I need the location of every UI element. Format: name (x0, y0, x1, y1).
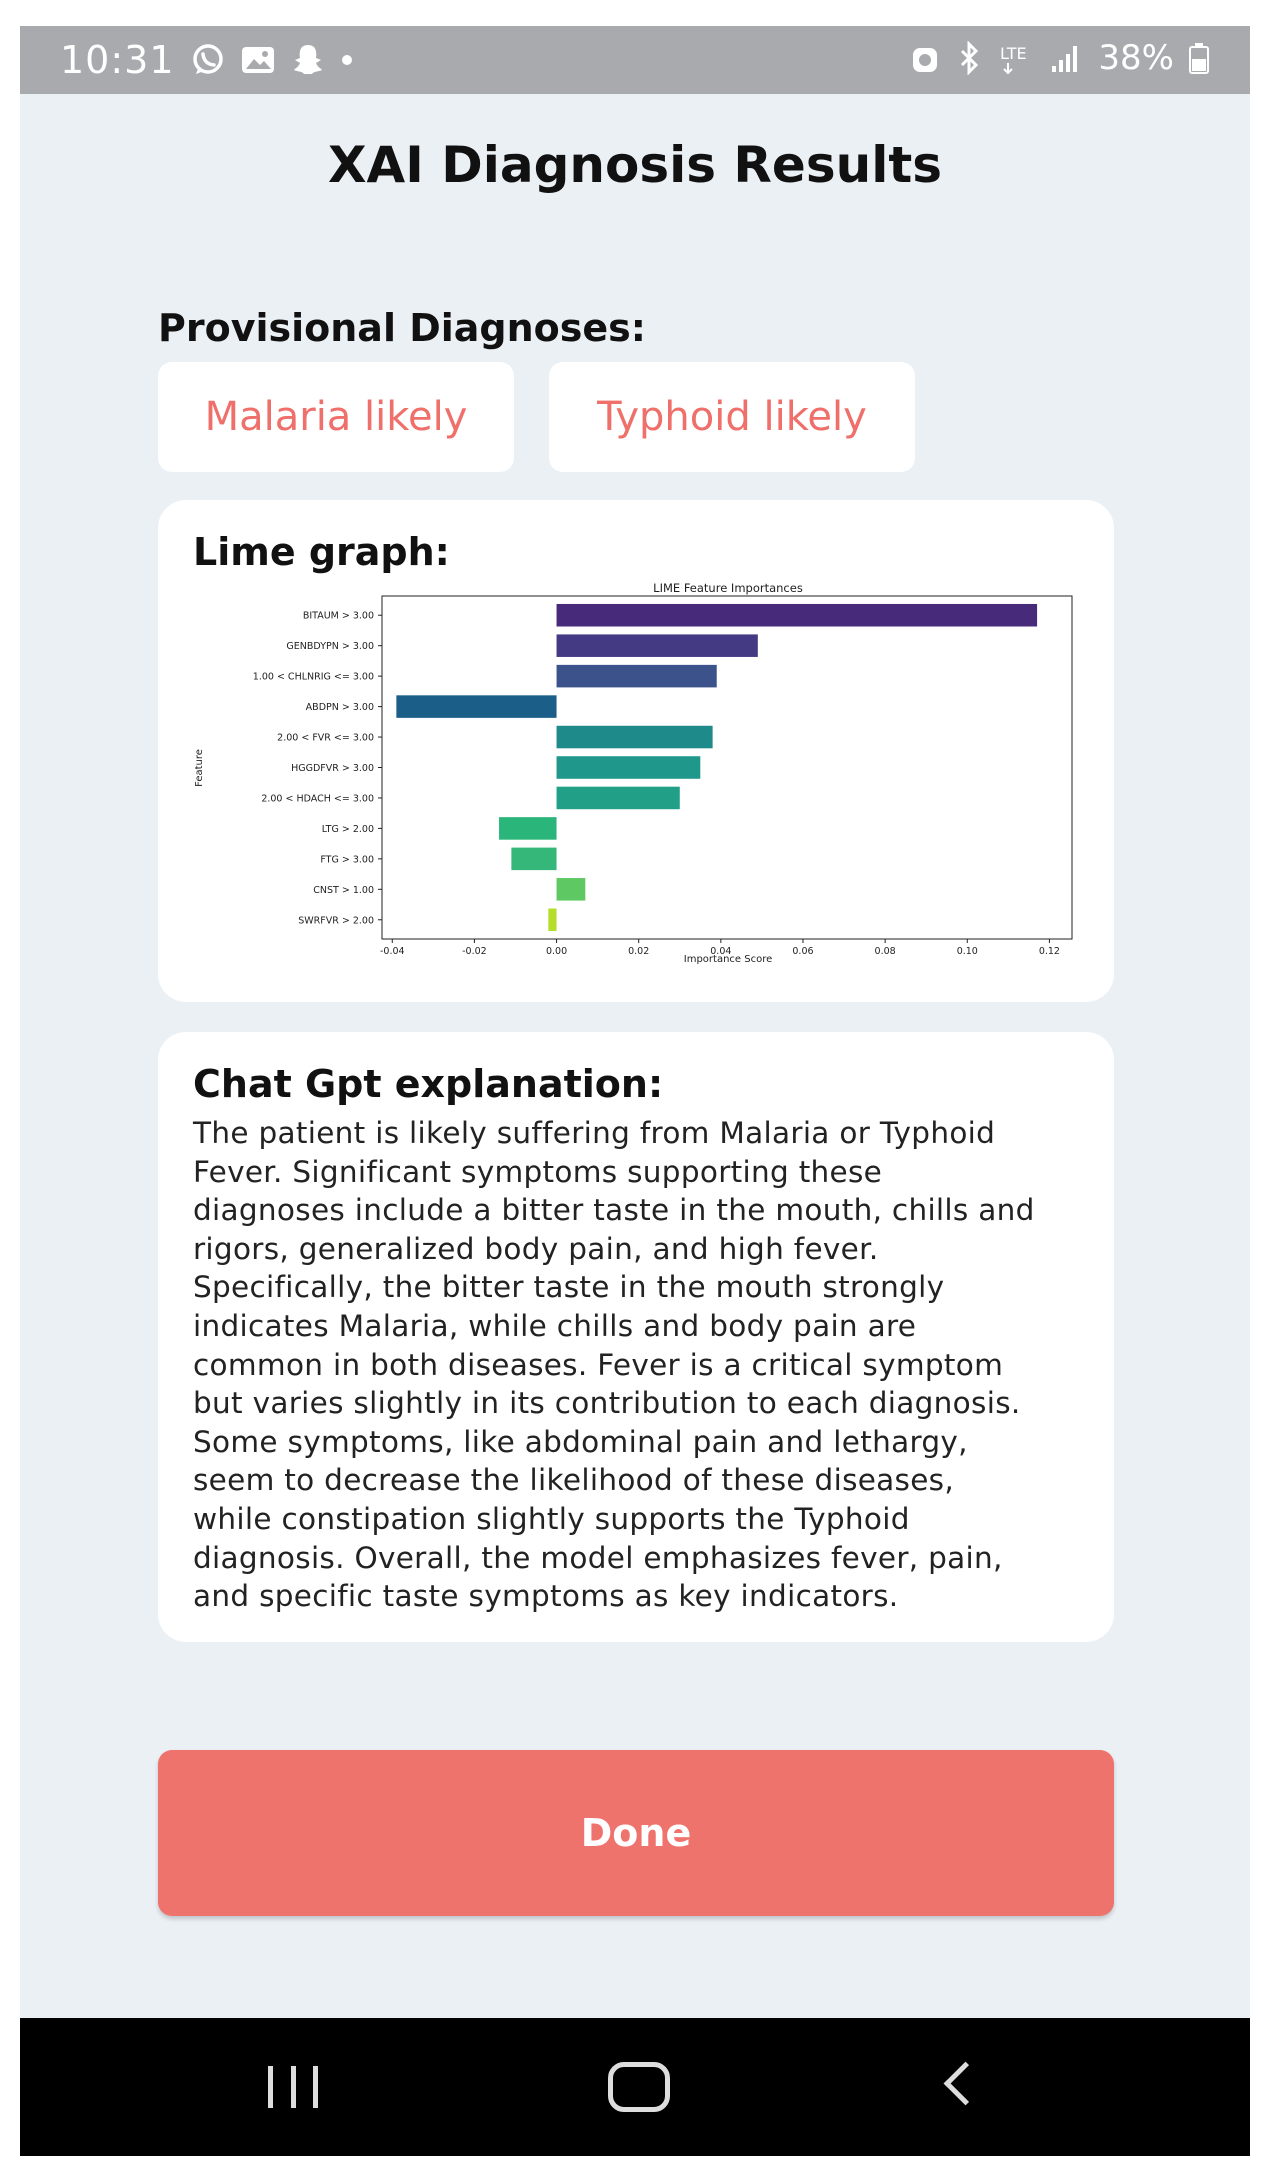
explanation-line: Some symptoms, like abdominal pain and lethargy, (193, 1424, 968, 1459)
status-time: 10:31 (60, 38, 175, 82)
dot-icon (340, 53, 354, 67)
chart-ytick-label: 2.00 < FVR <= 3.00 (277, 732, 374, 744)
chart-bar (557, 787, 680, 810)
chart-xtick-label: 0.12 (1038, 946, 1060, 957)
provisional-diagnoses-heading: Provisional Diagnoses: (158, 306, 646, 350)
back-icon[interactable] (944, 2062, 988, 2106)
chart-xlabel: Importance Score (683, 954, 773, 965)
chart-ytick-label: BITAUM > 3.00 (302, 610, 374, 622)
lime-graph-card (158, 500, 1114, 1002)
diagnosis-chip-malaria[interactable]: Malaria likely (158, 362, 514, 472)
chart-bar (557, 726, 713, 749)
chart-ytick-label: GENBDYPN > 3.00 (286, 641, 374, 653)
chart-xtick-label: -0.02 (462, 946, 487, 957)
lime-chart (158, 582, 1114, 1002)
bluetooth-icon (954, 41, 984, 75)
chart-xtick-label: 0.10 (956, 946, 978, 957)
chart-bar (548, 909, 556, 932)
chart-xtick-label: 0.02 (628, 946, 650, 957)
lime-graph-title: Lime graph: (193, 530, 450, 574)
explanation-title: Chat Gpt explanation: (193, 1062, 664, 1106)
explanation-line: rigors, generalized body pain, and high fever. (193, 1231, 879, 1266)
chart-ytick-label: SWRFVR > 2.00 (298, 915, 374, 927)
chart-bar (557, 665, 717, 688)
chart-ytick-label: HGGDFVR > 3.00 (291, 763, 374, 774)
alarm-icon (910, 42, 940, 74)
chart-bar (557, 878, 586, 901)
system-icons (910, 38, 1210, 78)
chart-bar (557, 756, 701, 779)
diagnosis-chip-typhoid[interactable]: Typhoid likely (549, 362, 915, 472)
gallery-icon (240, 44, 276, 76)
chart-bar (557, 634, 758, 657)
chart-bar (511, 848, 556, 871)
explanation-line: while constipation slightly supports the Typhoid (193, 1501, 910, 1536)
chart-ylabel: Feature (194, 749, 205, 787)
chart-xtick-label: 0.06 (792, 946, 814, 957)
svg-text:LTE: LTE (1000, 44, 1028, 63)
whatsapp-icon (190, 42, 226, 78)
recent-apps-icon[interactable] (268, 2066, 318, 2108)
battery-percent: 38% (1098, 38, 1174, 78)
signal-icon (1050, 42, 1084, 74)
chart-ytick-label: CNST > 1.00 (313, 884, 374, 896)
lte-icon (998, 41, 1036, 75)
phone-screen (20, 26, 1250, 2156)
chart-ytick-label: 2.00 < HDACH <= 3.00 (261, 793, 374, 805)
chart-ytick-label: 1.00 < CHLNRIG <= 3.00 (252, 671, 374, 683)
explanation-card (158, 1032, 1114, 1642)
chart-xtick-label: 0.08 (874, 946, 896, 957)
explanation-line: common in both diseases. Fever is a critical symptom (193, 1347, 1004, 1382)
explanation-line: diagnosis. Overall, the model emphasizes fever, pain, (193, 1540, 1003, 1575)
explanation-line: diagnoses include a bitter taste in the mouth, chills and (193, 1193, 1035, 1228)
notification-icons (190, 42, 354, 78)
chart-ytick-label: FTG > 3.00 (320, 854, 374, 866)
chart-ytick-label: LTG > 2.00 (321, 823, 374, 835)
chart-xtick-label: 0.00 (545, 946, 568, 957)
explanation-line: seem to decrease the likelihood of these diseases, (193, 1463, 955, 1498)
explanation-line: but varies slightly in its contribution to each diagnosis. (193, 1386, 1021, 1421)
chart-bar (396, 695, 556, 718)
snapchat-icon (290, 42, 326, 78)
home-icon[interactable] (608, 2062, 670, 2112)
explanation-line: Fever. Significant symptoms supporting these (193, 1154, 883, 1189)
chart-ytick-label: ABDPN > 3.00 (305, 702, 374, 714)
explanation-line: indicates Malaria, while chills and body pain are (193, 1308, 917, 1343)
chart-title: LIME Feature Importances (653, 582, 803, 595)
status-bar (20, 26, 1250, 94)
chart-bar (499, 817, 557, 840)
chart-bar (557, 604, 1038, 627)
chart-xtick-label: -0.04 (379, 946, 405, 957)
explanation-line: The patient is likely suffering from Malaria or Typhoid (193, 1116, 996, 1150)
explanation-line: Specifically, the bitter taste in the mouth strongly (193, 1270, 945, 1305)
explanation-text (193, 1114, 1093, 1616)
done-button[interactable]: Done (158, 1750, 1114, 1916)
navigation-bar (20, 2018, 1250, 2156)
explanation-line: and specific taste symptoms as key indicators. (193, 1579, 899, 1614)
page-title: XAI Diagnosis Results (327, 136, 942, 194)
chart-xtick-label: 0.04 (710, 946, 732, 957)
battery-icon (1188, 41, 1210, 75)
